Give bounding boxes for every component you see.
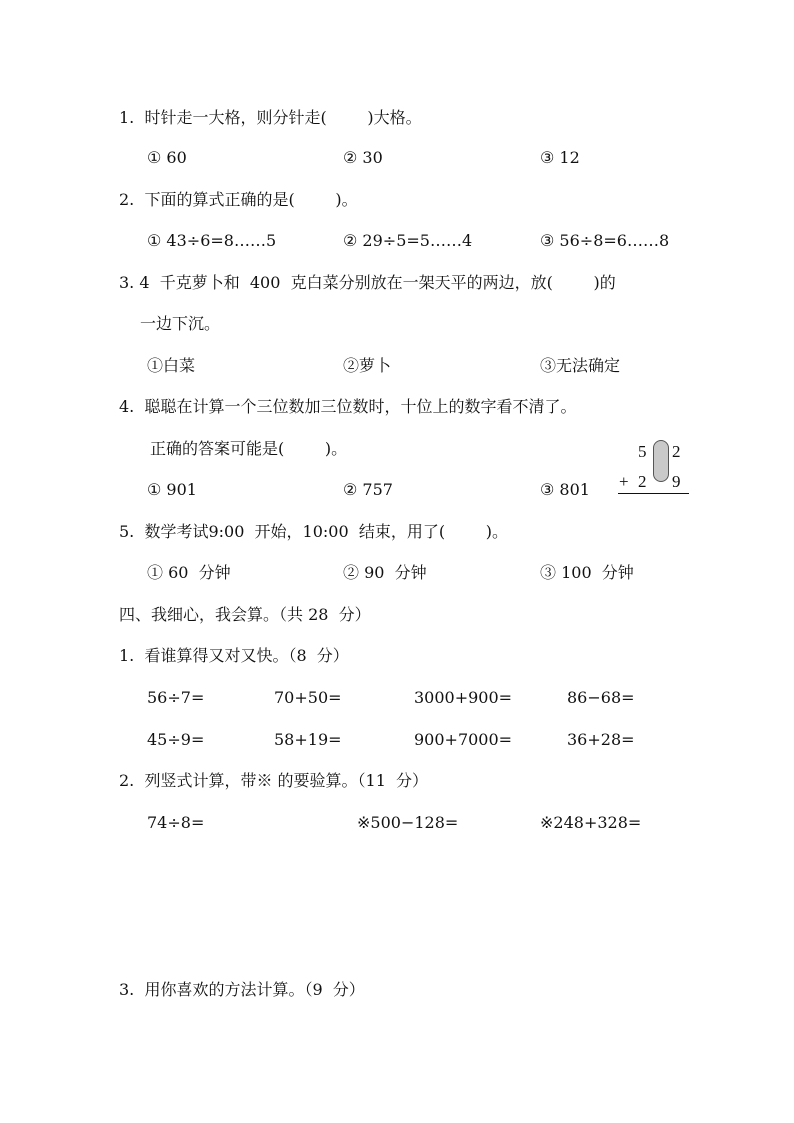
vertical-calc-74-div-8: 74÷8= <box>147 813 205 832</box>
part-1-title: 1. 看谁算得又对又快。（8 分） <box>119 646 349 665</box>
q3-option-a: ①白菜 <box>147 356 196 375</box>
vertical-bottom-ones: 9 <box>672 472 681 491</box>
q4-option-b: ② 757 <box>343 480 393 499</box>
calc-56-div-7: 56÷7= <box>147 688 205 707</box>
section-4-title: 四、我细心，我会算。（共 28 分） <box>119 605 371 624</box>
calc-58-plus-19: 58+19= <box>274 730 342 749</box>
q5-option-c: ③ 100 分钟 <box>540 563 634 582</box>
q2-option-c: ③ 56÷8=6……8 <box>540 231 670 250</box>
question-3-text-line1: 3. 4 千克萝卜和 400 克白菜分别放在一架天平的两边，放( )的 <box>119 273 616 292</box>
q4-option-c: ③ 801 <box>540 480 590 499</box>
q1-option-b: ② 30 <box>343 148 383 167</box>
q5-option-b: ② 90 分钟 <box>343 563 427 582</box>
vertical-plus-sign: + <box>619 472 629 491</box>
q2-option-b: ② 29÷5=5……4 <box>343 231 473 250</box>
q2-option-a: ① 43÷6=8……5 <box>147 231 277 250</box>
part-2-title: 2. 列竖式计算，带※ 的要验算。（11 分） <box>119 771 429 790</box>
question-1-text: 1. 时针走一大格，则分针走( )大格。 <box>119 108 422 127</box>
calc-3000-plus-900: 3000+900= <box>414 688 513 707</box>
question-2-text: 2. 下面的算式正确的是( )。 <box>119 190 358 209</box>
q1-option-a: ① 60 <box>147 148 187 167</box>
calc-86-minus-68: 86−68= <box>567 688 635 707</box>
calc-70-plus-50: 70+50= <box>274 688 342 707</box>
vertical-calc-248-plus-328: ※248+328= <box>540 813 642 832</box>
vertical-sum-line <box>618 493 689 494</box>
question-5-text: 5. 数学考试9:00 开始，10:00 结束，用了( )。 <box>119 522 508 541</box>
vertical-top-ones: 2 <box>672 442 681 461</box>
q5-option-a: ① 60 分钟 <box>147 563 231 582</box>
q3-option-c: ③无法确定 <box>540 356 621 375</box>
vertical-calc-500-minus-128: ※500−128= <box>357 813 459 832</box>
calc-900-plus-7000: 900+7000= <box>414 730 513 749</box>
q3-option-b: ②萝卜 <box>343 356 392 375</box>
question-3-text-line2: 一边下沉。 <box>140 314 221 333</box>
calc-36-plus-28: 36+28= <box>567 730 635 749</box>
vertical-top-hundreds: 5 <box>638 442 647 461</box>
vertical-addition <box>617 438 689 498</box>
q1-option-c: ③ 12 <box>540 148 580 167</box>
hidden-digit-oval <box>653 440 669 482</box>
question-4-text-line2: 正确的答案可能是( )。 <box>150 439 348 458</box>
vertical-bottom-hundreds: 2 <box>638 472 647 491</box>
calc-45-div-9: 45÷9= <box>147 730 205 749</box>
part-3-title: 3. 用你喜欢的方法计算。（9 分） <box>119 980 365 999</box>
question-4-text-line1: 4. 聪聪在计算一个三位数加三位数时，十位上的数字看不清了。 <box>119 397 577 416</box>
q4-option-a: ① 901 <box>147 480 197 499</box>
